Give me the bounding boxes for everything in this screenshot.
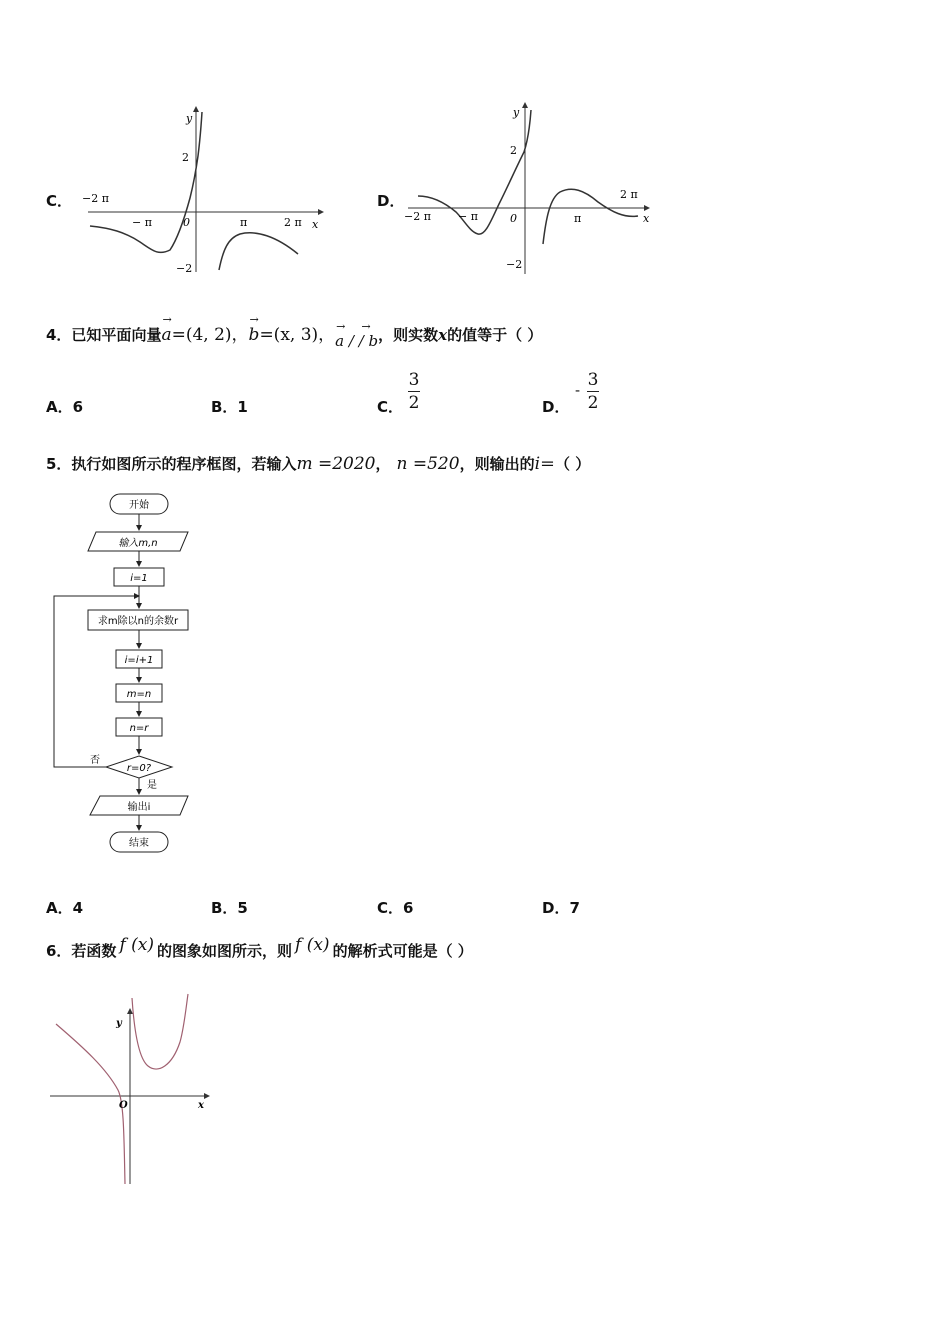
graph-c-tick-neg2: −2	[176, 262, 193, 275]
flow-end-text: 结束	[129, 838, 149, 849]
q5-suffix2: ＝（ ）	[540, 455, 591, 473]
q4-c-denominator: 2	[408, 393, 420, 413]
q4-b-value: =(x, 3)，	[259, 325, 336, 345]
graph-c-tick-pi: π	[240, 216, 248, 229]
q4-option-a: A．6	[46, 398, 84, 416]
q4-option-d-label: D．	[542, 398, 570, 416]
graph-c-tick-2: 2	[182, 151, 189, 164]
flow-assign-m-text: m=n	[126, 689, 152, 700]
flow-output-text: 输出i	[127, 802, 151, 813]
q6-curve-left	[56, 1024, 125, 1184]
q6-f1: f (x)	[119, 935, 154, 955]
q6-prefix: 6．若函数	[46, 942, 117, 960]
graph-c-tick-negpi: − π	[132, 216, 152, 229]
q5-option-d: D．7	[542, 899, 580, 917]
q4-c-numerator: 3	[408, 370, 420, 390]
graph-c-tick-neg2pi: −2 π	[82, 192, 109, 205]
q5-stem	[46, 453, 590, 474]
q6-y-label: y	[116, 1018, 122, 1029]
q4-vec-a: a	[161, 325, 172, 345]
q6-f2: f (x)	[295, 935, 330, 955]
y-axis-arrow	[193, 106, 199, 112]
q6-graph	[44, 988, 224, 1193]
q3-option-d-label: D．	[377, 192, 405, 210]
q5-option-a: A．4	[46, 899, 84, 917]
flow-input-text: 输入m,n	[118, 538, 158, 549]
graph-d-tick-neg2pi: −2 π	[404, 210, 431, 223]
vector-arrows-icon: →→	[336, 320, 387, 333]
graph-d-tick-pi: π	[574, 212, 582, 225]
graph-d-tick-neg2: −2	[506, 258, 523, 271]
graph-d-tick-2pi: 2 π	[620, 188, 638, 201]
q4-a-value: =(4, 2)，	[171, 325, 249, 345]
graph-d-y-label: y	[513, 106, 520, 119]
graph-c-tick-2pi: 2 π	[284, 216, 302, 229]
q5-m-eq: m =2020	[296, 454, 376, 474]
flow-inc-text: i=i+1	[124, 655, 154, 666]
graph-d-x-label: x	[643, 212, 650, 225]
q5-n-eq: n =520	[396, 454, 460, 474]
graph-c-x-label: x	[312, 218, 319, 231]
q6-curve-right	[132, 994, 188, 1069]
graph-d-origin: 0	[510, 212, 517, 225]
q4-parallel: a / / b	[335, 332, 379, 350]
flow-cond-text: r=0?	[126, 763, 152, 774]
vector-arrow-icon: →	[249, 313, 259, 326]
graph-c-y-label: y	[186, 112, 193, 125]
q5-suffix: ，则输出的	[459, 455, 535, 473]
graph-d-tick-2: 2	[510, 144, 517, 157]
q6-suffix: 的解析式可能是（ ）	[332, 942, 473, 960]
q6-x-label: x	[198, 1100, 204, 1111]
q4-d-sign: -	[575, 381, 581, 399]
vector-arrow-icon: →	[162, 313, 172, 326]
q6-stem	[46, 935, 473, 961]
flow-assign-n-text: n=r	[129, 723, 149, 734]
graph-c-curve-left	[90, 112, 202, 252]
q4-stem	[46, 313, 543, 350]
q5-flowchart	[48, 488, 208, 860]
flow-no-label: 否	[90, 755, 100, 766]
q4-suffix: ，则实数	[378, 326, 439, 344]
q6-origin: O	[119, 1100, 128, 1111]
q5-option-b: B．5	[211, 899, 248, 917]
q5-i-var: i	[534, 454, 541, 474]
q4-option-d-fraction	[587, 369, 599, 414]
x-axis-arrow	[644, 205, 650, 211]
q4-d-denominator: 2	[587, 393, 599, 413]
q4-option-c-fraction	[408, 369, 420, 414]
flow-start-text: 开始	[129, 500, 149, 511]
flow-init-text: i=1	[130, 573, 148, 584]
y-axis-arrow	[522, 102, 528, 108]
q4-option-c-label: C．	[377, 398, 404, 416]
graph-d-tick-negpi: − π	[458, 210, 478, 223]
q4-option-b: B．1	[211, 398, 248, 416]
x-axis-arrow	[204, 1093, 210, 1099]
q3-option-c-label: C．	[46, 192, 73, 210]
q5-prefix: 5．执行如图所示的程序框图，若输入	[46, 455, 297, 473]
q6-mid: 的图象如图所示，则	[157, 942, 293, 960]
q4-prefix: 4．已知平面向量	[46, 326, 162, 344]
graph-c-origin: 0	[183, 216, 190, 229]
q5-option-c: C．6	[377, 899, 414, 917]
q4-var-x: x	[438, 326, 448, 344]
q4-suffix2: 的值等于（ ）	[447, 326, 543, 344]
q4-d-numerator: 3	[587, 370, 599, 390]
q3-graph-c	[80, 100, 330, 280]
q4-vec-b: b	[248, 325, 260, 345]
q5-sep: ，	[375, 455, 391, 473]
y-axis-arrow	[127, 1008, 133, 1014]
x-axis-arrow	[318, 209, 324, 215]
q3-graph-d	[400, 98, 660, 278]
graph-c-curve-right	[219, 233, 298, 270]
flow-yes-label: 是	[147, 780, 157, 791]
flow-remainder-text: 求m除以n的余数r	[97, 616, 179, 627]
